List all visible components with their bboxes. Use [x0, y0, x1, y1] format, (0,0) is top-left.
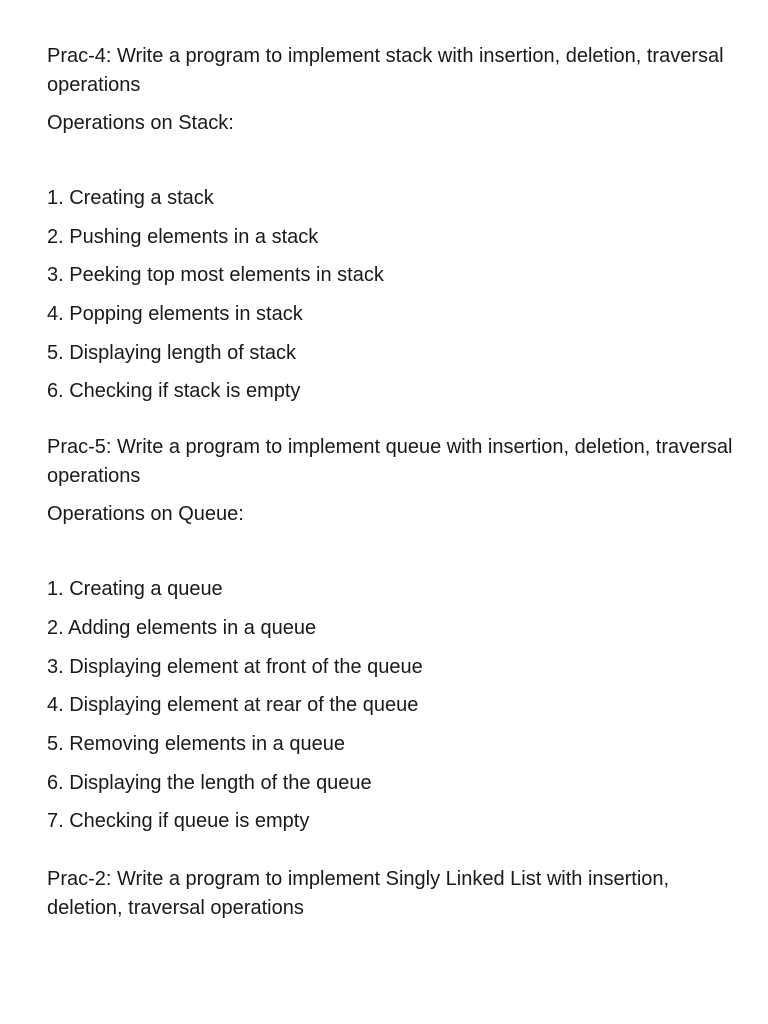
list-item: 5. Displaying length of stack [47, 341, 297, 364]
document-page [47, 42, 737, 923]
stack-operations-list [47, 184, 737, 416]
prac-5-heading: Prac-5: Write a program to implement queue with insertion, deletion, traversal operations [47, 436, 733, 488]
list-item: 6. Displaying the length of the queue [47, 771, 372, 794]
list-item: 4. Displaying element at rear of the queue [47, 694, 419, 717]
list-item: 2. Adding elements in a queue [47, 616, 317, 639]
prac-2-section [47, 865, 737, 923]
list-item: 6. Checking if stack is empty [47, 380, 301, 403]
prac-4-heading: Prac-4: Write a program to implement stack with insertion, deletion, traversal operations [47, 45, 724, 96]
queue-operations-list [47, 575, 737, 846]
list-item: 3. Displaying element at front of the queue [47, 655, 423, 678]
stack-operations-subheading: Operations on Stack: [47, 112, 234, 134]
list-item: 7. Checking if queue is empty [47, 810, 310, 833]
prac-5-section [47, 433, 737, 846]
list-item: 2. Pushing elements in a stack [47, 225, 319, 248]
prac-4-section [47, 42, 737, 416]
list-item: 1. Creating a queue [47, 578, 223, 601]
list-item: 5. Removing elements in a queue [47, 732, 345, 755]
list-item: 4. Popping elements in stack [47, 303, 303, 326]
list-item: 1. Creating a stack [47, 187, 214, 209]
list-item: 3. Peeking top most elements in stack [47, 264, 384, 287]
queue-operations-subheading: Operations on Queue: [47, 503, 244, 526]
prac-2-heading: Prac-2: Write a program to implement Singly Linked List with insertion, deletion, traversal operations [47, 867, 670, 919]
